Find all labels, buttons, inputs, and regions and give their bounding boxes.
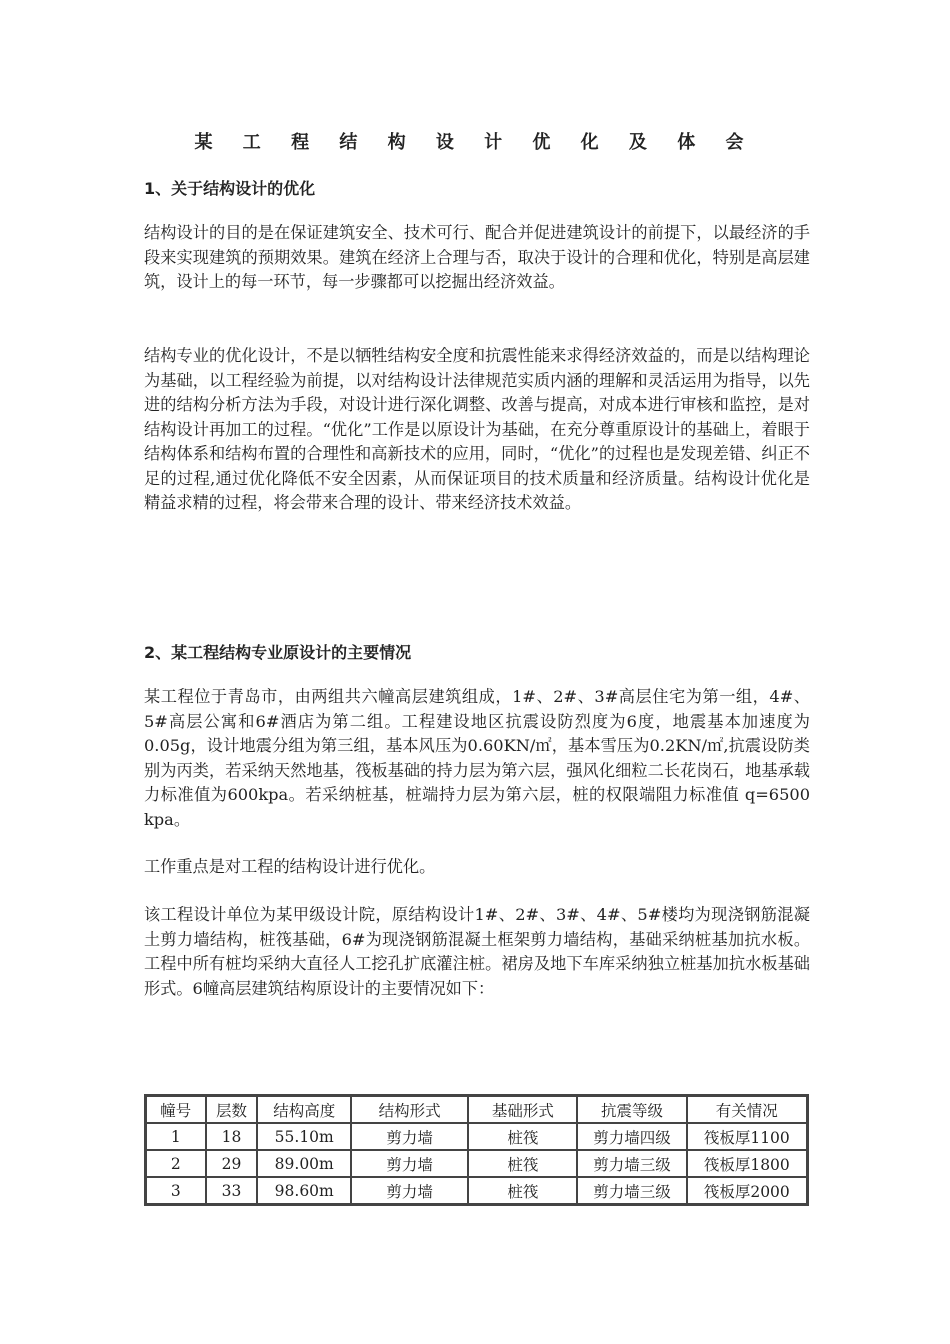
table-header-cell: 幢号 bbox=[146, 1096, 206, 1123]
table-cell: 剪力墙三级 bbox=[577, 1150, 686, 1177]
table-cell: 98.60m bbox=[257, 1177, 351, 1204]
table-row bbox=[146, 1150, 807, 1177]
table-cell: 剪力墙四级 bbox=[577, 1123, 686, 1150]
table-cell: 筏板厚1100 bbox=[687, 1123, 807, 1150]
table-cell: 桩筏 bbox=[468, 1177, 577, 1204]
table-cell: 29 bbox=[206, 1150, 258, 1177]
table-row bbox=[146, 1177, 807, 1204]
table-header-cell: 层数 bbox=[206, 1096, 258, 1123]
table-cell: 桩筏 bbox=[468, 1123, 577, 1150]
section-1-paragraph-2: 结构专业的优化设计，不是以牺牲结构安全度和抗震性能来求得经济效益的，而是以结构理论为基础，以工程经验为前提，以对结构设计法律规范实质内涵的理解和灵活运用为指导，以先进的结构分析方法为手段，对设计进行深化调整、改善与提高，对成本进行审核和监控，是对结构设计再加工的过程。“优化”工作是以原设计为基础，在充分尊重原设计的基础上，着眼于结构体系和结构布置的合理性和高新技术的应用，同时，“优化”的过程也是发现差错、纠正不足的过程,通过优化降低不安全因素，从而保证项目的技术质量和经济质量。结构设计优化是精益求精的过程，将会带来合理的设计、带来经济技术效益。 bbox=[144, 346, 810, 512]
table-cell: 1 bbox=[146, 1123, 206, 1150]
section-2-paragraph-2: 工作重点是对工程的结构设计进行优化。 bbox=[144, 857, 436, 876]
section-2-heading: 2、某工程结构专业原设计的主要情况 bbox=[144, 643, 412, 662]
section-1-paragraph-1: 结构设计的目的是在保证建筑安全、技术可行、配合并促进建筑设计的前提下，以最经济的手段来实现建筑的预期效果。建筑在经济上合理与否，取决于设计的合理和优化，特别是高层建筑，设计上的每一环节，每一步骤都可以挖掘出经济效益。 bbox=[144, 223, 810, 291]
table-cell: 2 bbox=[146, 1150, 206, 1177]
table-row bbox=[146, 1123, 807, 1150]
section-1-heading: 1、关于结构设计的优化 bbox=[144, 179, 316, 198]
document-title: 某 工 程 结 构 设 计 优 化 及 体 会 bbox=[194, 132, 756, 153]
table-header-cell: 有关情况 bbox=[687, 1096, 807, 1123]
table-cell: 桩筏 bbox=[468, 1150, 577, 1177]
table-header-row bbox=[146, 1096, 807, 1123]
table-cell: 55.10m bbox=[257, 1123, 351, 1150]
table-cell: 剪力墙 bbox=[351, 1177, 468, 1204]
table-cell: 剪力墙 bbox=[351, 1123, 468, 1150]
table-header-cell: 结构高度 bbox=[257, 1096, 351, 1123]
table-cell: 筏板厚2000 bbox=[687, 1177, 807, 1204]
table-header-cell: 基础形式 bbox=[468, 1096, 577, 1123]
table-header-cell: 结构形式 bbox=[351, 1096, 468, 1123]
table-cell: 剪力墙三级 bbox=[577, 1177, 686, 1204]
table-cell: 33 bbox=[206, 1177, 258, 1204]
table-cell: 筏板厚1800 bbox=[687, 1150, 807, 1177]
table-cell: 18 bbox=[206, 1123, 258, 1150]
section-2-paragraph-3: 该工程设计单位为某甲级设计院，原结构设计1#、2#、3#、4#、5#楼均为现浇钢筋混凝土剪力墙结构，桩筏基础，6#为现浇钢筋混凝土框架剪力墙结构，基础采纳桩基加抗水板。工程中所有桩均采纳大直径人工挖孔扩底灌注桩。裙房及地下车库采纳独立桩基加抗水板基础形式。6幢高层建筑结构原设计的主要情况如下： bbox=[144, 905, 810, 998]
building-info-table bbox=[144, 1094, 809, 1206]
table-header-cell: 抗震等级 bbox=[577, 1096, 686, 1123]
table-cell: 3 bbox=[146, 1177, 206, 1204]
section-2-paragraph-1: 某工程位于青岛市，由两组共六幢高层建筑组成，1#、2#、3#高层住宅为第一组，4#、5#高层公寓和6#酒店为第二组。工程建设地区抗震设防烈度为6度，地震基本加速度为0.05g，设计地震分组为第三组，基本风压为0.60KN/㎡，基本雪压为0.2KN/㎡,抗震设防类别为丙类，若采纳天然地基，筏板基础的持力层为第六层，强风化细粒二长花岗石，地基承载力标准值为600kpa。若采纳桩基，桩端持力层为第六层，桩的权限端阻力标准值 q=6500 kpa。 bbox=[144, 687, 810, 829]
table-cell: 剪力墙 bbox=[351, 1150, 468, 1177]
table-cell: 89.00m bbox=[257, 1150, 351, 1177]
